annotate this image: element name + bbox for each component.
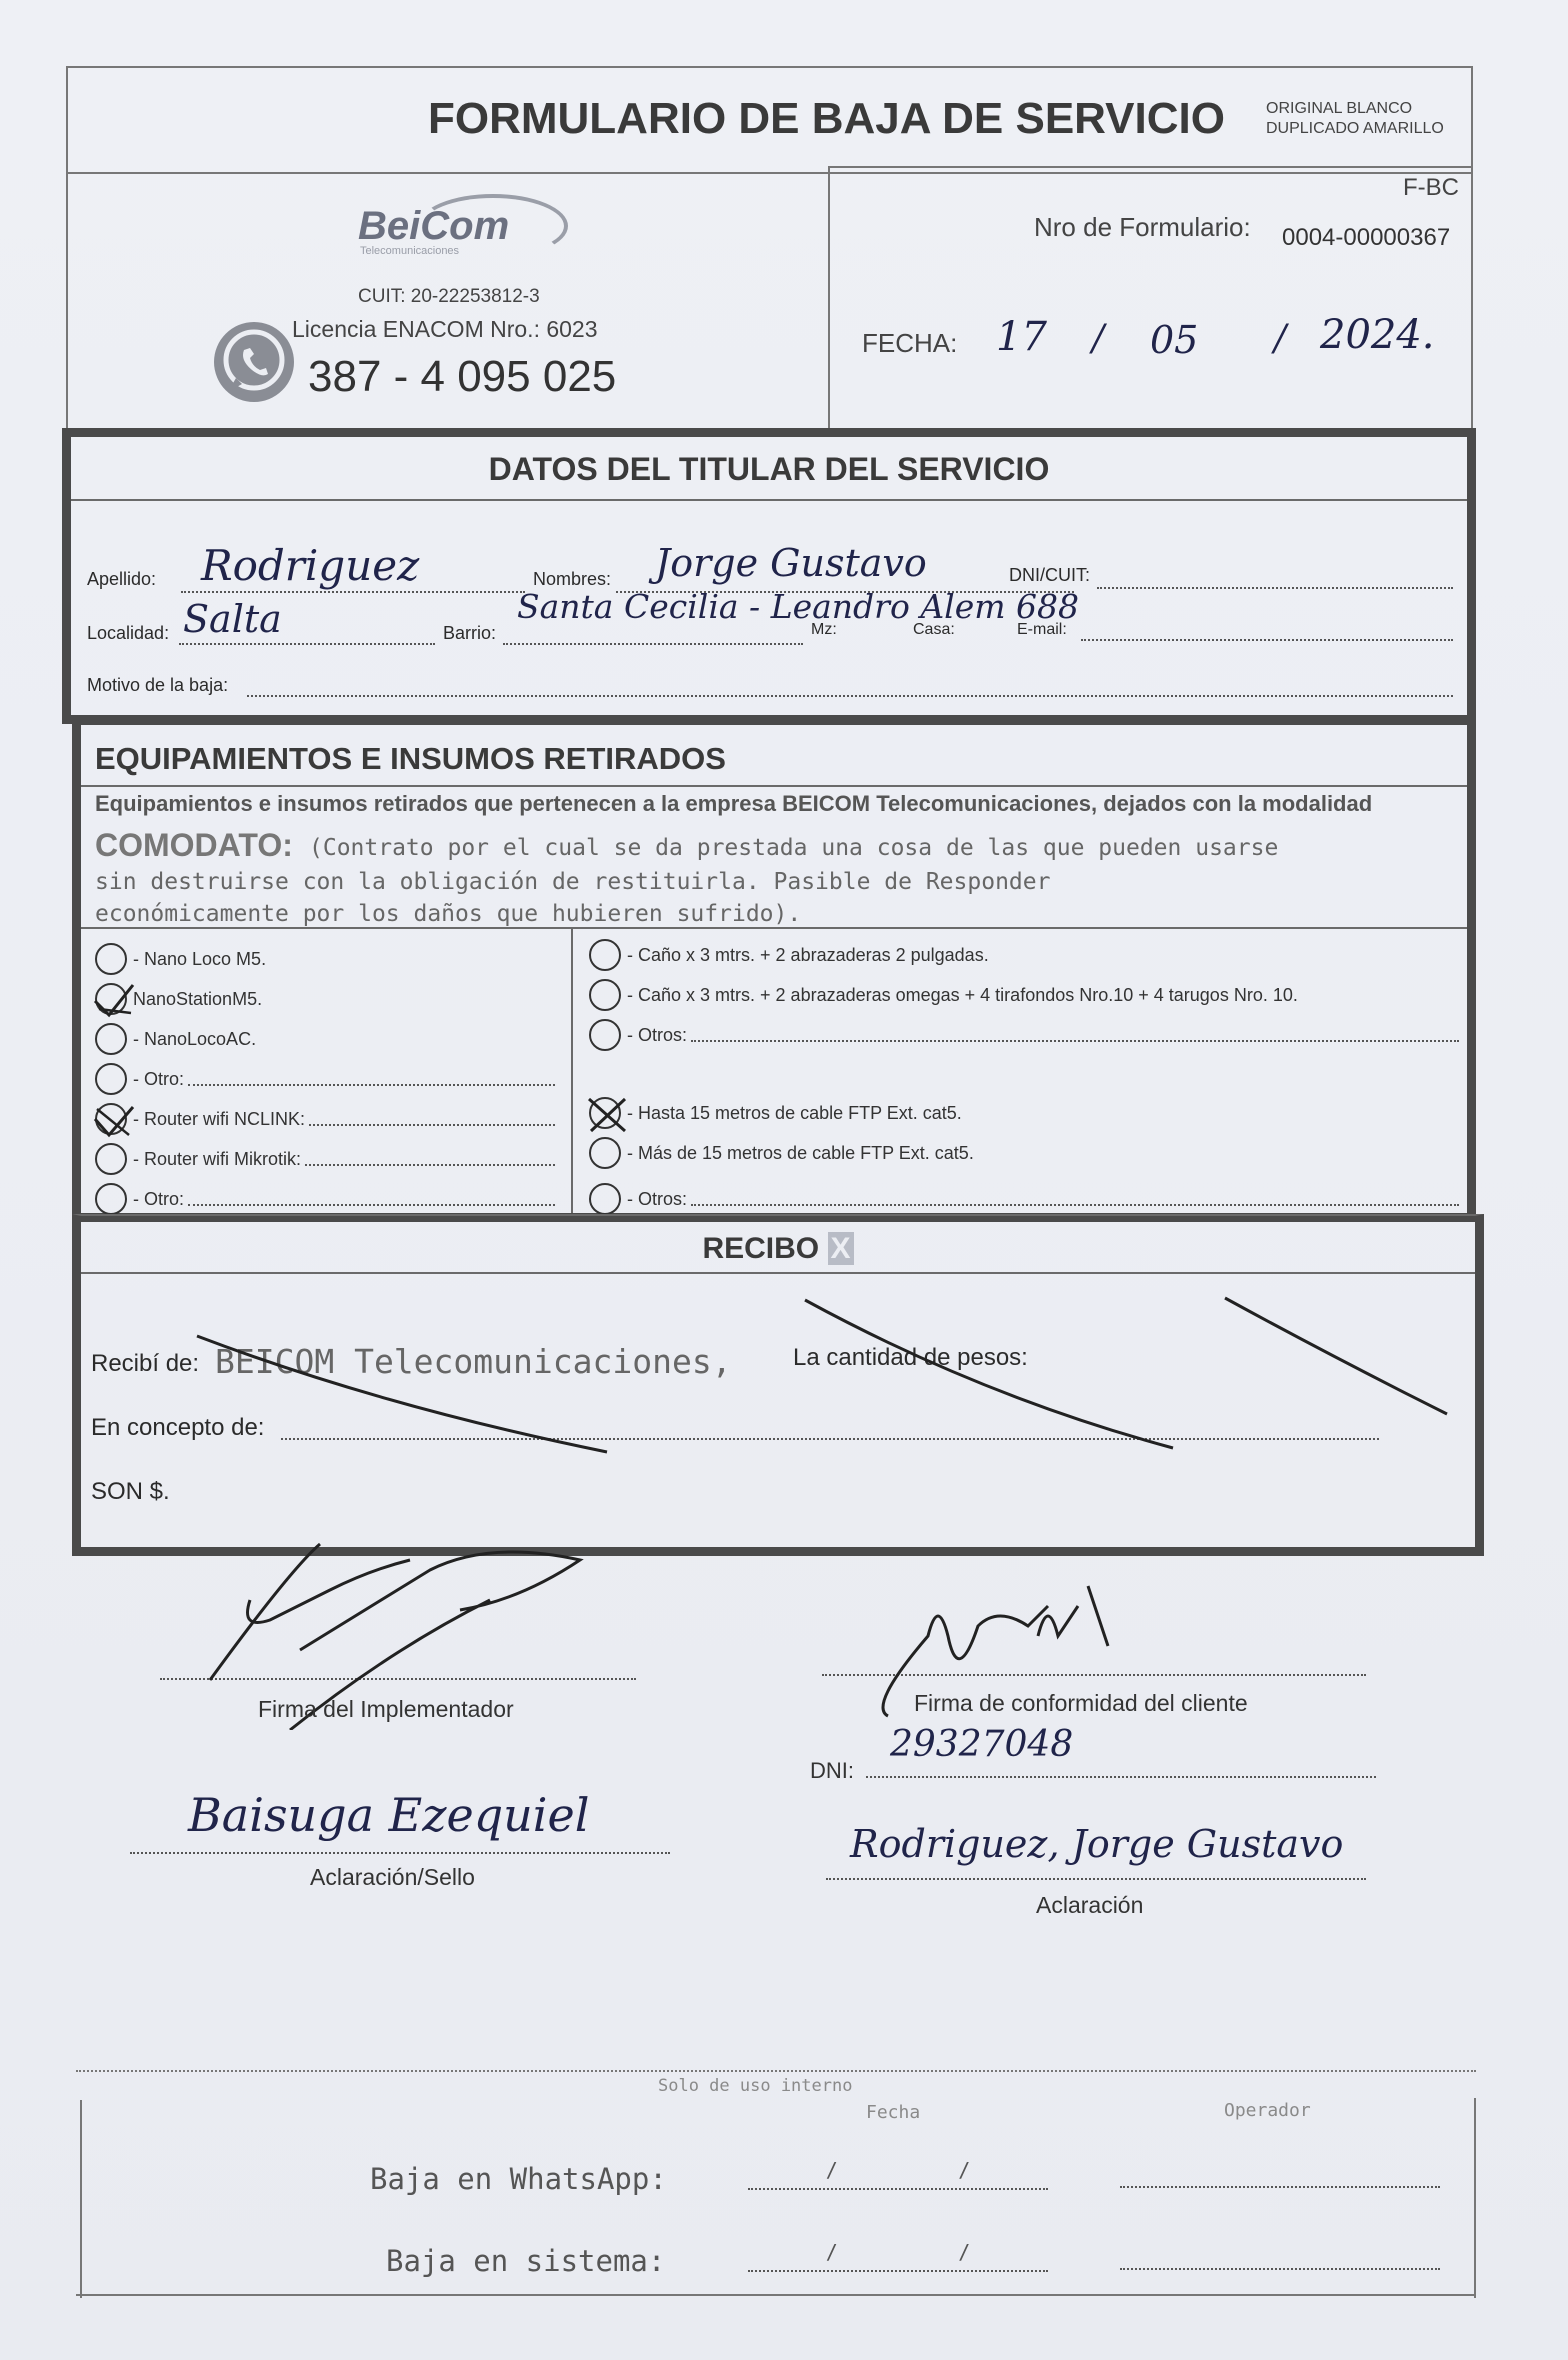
apellido-value: Rodriguez [201, 541, 420, 590]
copy-note-duplicado: DUPLICADO AMARILLO [1266, 120, 1444, 137]
checkbox-circle[interactable] [95, 1023, 127, 1055]
copy-note-original: ORIGINAL BLANCO [1266, 100, 1413, 117]
otros-1-field[interactable] [691, 1028, 1459, 1042]
dni-field[interactable] [866, 1764, 1376, 1778]
date-label: FECHA: [862, 328, 958, 358]
interno-left-border [80, 2100, 82, 2298]
form-info-box [828, 166, 1473, 434]
checkbox-circle[interactable] [95, 1143, 127, 1175]
date-month[interactable]: 05 [1150, 318, 1199, 362]
right-item-otros-1[interactable]: - Otros: [589, 1019, 1459, 1051]
items-divider [571, 927, 573, 1213]
left-item-nano-loco-m5[interactable]: - Nano Loco M5. [95, 943, 555, 975]
right-item-cable-mas-15[interactable]: - Más de 15 metros de cable FTP Ext. cat5. [589, 1137, 1459, 1169]
localidad-label: Localidad: [87, 623, 170, 643]
dni-cuit-field[interactable] [1097, 573, 1453, 589]
aclaracion-value: Rodriguez, Jorge Gustavo [850, 1822, 1344, 1866]
whatsapp-icon [214, 322, 294, 402]
date-sep-2: / [1274, 318, 1287, 359]
date-sep-1: / [1092, 318, 1105, 359]
form-number: 0004-00000367 [1282, 224, 1451, 251]
checkbox-circle[interactable] [95, 943, 127, 975]
interno-operador-col: Operador [1224, 2100, 1311, 2121]
comodato-text-3: económicamente por los daños que hubieren sufrido). [95, 901, 802, 927]
comodato-word: COMODATO: [95, 827, 293, 863]
form-title: FORMULARIO DE BAJA DE SERVICIO [428, 94, 1225, 143]
baja-sistema-operador[interactable] [1120, 2254, 1440, 2270]
baja-whatsapp-label: Baja en WhatsApp: [370, 2162, 667, 2196]
right-item-cable-hasta-15[interactable]: - Hasta 15 metros de cable FTP Ext. cat5. [589, 1097, 1459, 1129]
equipamiento-intro: Equipamientos e insumos retirados que pertenecen a la empresa BEICOM Telecomunicaciones, dejados con la modalidad [95, 791, 1373, 816]
logo-swoosh [418, 194, 568, 258]
equipamiento-section [72, 716, 1476, 1222]
right-item-otros-2[interactable]: - Otros: [589, 1183, 1459, 1215]
left-item-nanoloco-ac[interactable]: - NanoLocoAC. [95, 1023, 555, 1055]
comodato-text-1: (Contrato por el cual se da prestada una cosa de las que pueden usarse [309, 835, 1279, 861]
check-mark-icon [91, 981, 135, 1021]
right-item-cano-omegas[interactable]: - Caño x 3 mtrs. + 2 abrazaderas omegas + 4 tirafondos Nro.10 + 4 tarugos Nro. 10. [589, 979, 1459, 1011]
aclaracion-sello-label: Aclaración/Sello [310, 1864, 475, 1890]
implementador-label: Firma del Implementador [258, 1696, 514, 1722]
concepto-label: En concepto de: [91, 1414, 265, 1441]
form-code: F-BC [1403, 174, 1459, 201]
recibo-section [72, 1214, 1484, 1556]
recibo-title-mark: X [828, 1232, 854, 1265]
right-item-cano-abrazaderas[interactable]: - Caño x 3 mtrs. + 2 abrazaderas 2 pulgadas. [589, 939, 1459, 971]
barrio-field[interactable] [503, 629, 803, 645]
beicom-logo [358, 204, 578, 274]
baja-sistema-label: Baja en sistema: [386, 2244, 666, 2278]
recibo-cancel-strokes [81, 1256, 1481, 1556]
checkbox-circle[interactable] [589, 939, 621, 971]
interno-fecha-col: Fecha [866, 2102, 921, 2123]
interno-title: Solo de uso interno [658, 2076, 853, 2096]
header-box [66, 66, 1473, 174]
baja-whatsapp-fecha[interactable]: / / [748, 2158, 1048, 2190]
email-label: E-mail: [1017, 621, 1067, 638]
apellido-label: Apellido: [87, 569, 157, 589]
otro-1-field[interactable] [188, 1072, 555, 1086]
left-item-router-mikrotik[interactable]: - Router wifi Mikrotik: [95, 1143, 555, 1175]
motivo-label: Motivo de la baja: [87, 675, 229, 695]
checkbox-circle[interactable] [95, 1183, 127, 1215]
cross-mark-icon [585, 1095, 629, 1135]
dni-value: 29327048 [890, 1724, 1074, 1765]
mz-label: Mz: [811, 621, 837, 638]
barrio-label: Barrio: [443, 623, 497, 643]
aclaracion-line[interactable] [826, 1864, 1366, 1880]
barrio-value: Santa Cecilia - Leandro Alem 688 [517, 587, 1079, 626]
baja-whatsapp-operador[interactable] [1120, 2172, 1440, 2188]
son-label: SON $. [91, 1478, 170, 1505]
date-day[interactable]: 17 [996, 314, 1047, 360]
cantidad-label: La cantidad de pesos: [793, 1344, 1028, 1371]
aclaracion-label: Aclaración [1036, 1892, 1144, 1918]
comodato-text-2: sin destruirse con la obligación de restituirla. Pasible de Responder [95, 869, 1051, 895]
company-phone: 387 - 4 095 025 [308, 352, 617, 401]
recibi-label: Recibí de: [91, 1350, 200, 1377]
company-box [66, 172, 830, 434]
nombres-value: Jorge Gustavo [655, 541, 927, 585]
titular-section [62, 428, 1476, 724]
nombres-label: Nombres: [533, 569, 612, 589]
form-number-label: Nro de Formulario: [1034, 212, 1251, 242]
router-nclink-field[interactable] [309, 1112, 555, 1126]
recibo-title-text: RECIBO [702, 1232, 820, 1265]
checkbox-circle[interactable] [589, 1019, 621, 1051]
left-item-otro-1[interactable]: - Otro: [95, 1063, 555, 1095]
motivo-field[interactable] [247, 681, 1453, 697]
dni-label: DNI: [810, 1758, 854, 1783]
left-item-nanostation-m5[interactable]: NanoStationM5. [95, 983, 555, 1015]
conformidad-label: Firma de conformidad del cliente [914, 1690, 1248, 1716]
company-cuit: CUIT: 20-22253812-3 [358, 286, 540, 307]
checkbox-circle[interactable] [589, 979, 621, 1011]
company-license: Licencia ENACOM Nro.: 6023 [292, 316, 598, 342]
localidad-value: Salta [183, 597, 282, 641]
otros-2-field[interactable] [691, 1192, 1459, 1206]
recibi-value[interactable]: BEICOM Telecomunicaciones, [215, 1342, 732, 1381]
equipamiento-title-line [81, 785, 1467, 787]
date-year[interactable]: 2024. [1320, 312, 1435, 358]
left-item-router-nclink[interactable]: - Router wifi NCLINK: [95, 1103, 555, 1135]
checkbox-circle[interactable] [95, 983, 127, 1015]
baja-sistema-fecha[interactable]: / / [748, 2240, 1048, 2272]
checkbox-circle[interactable] [589, 1097, 621, 1129]
casa-label: Casa: [913, 621, 955, 638]
check-mark-icon [91, 1101, 135, 1141]
checkbox-circle[interactable] [95, 1063, 127, 1095]
checkbox-circle[interactable] [589, 1183, 621, 1215]
checkbox-circle[interactable] [589, 1137, 621, 1169]
email-field[interactable] [1081, 627, 1453, 641]
logo-text: BeiCom [358, 204, 510, 248]
checkbox-circle[interactable] [95, 1103, 127, 1135]
router-mikrotik-field[interactable] [305, 1152, 555, 1166]
interno-section [76, 2070, 1476, 2296]
equipamiento-title: EQUIPAMIENTOS E INSUMOS RETIRADOS [95, 741, 726, 776]
titular-title: DATOS DEL TITULAR DEL SERVICIO [488, 451, 1050, 487]
interno-right-border [1474, 2098, 1476, 2298]
left-item-otro-2[interactable]: - Otro: [95, 1183, 555, 1215]
otro-2-field[interactable] [188, 1192, 555, 1206]
aclaracion-sello-value: Baisuga Ezequiel [188, 1788, 590, 1842]
logo-subtitle: Telecomunicaciones [360, 245, 460, 257]
dni-cuit-label: DNI/CUIT: [1009, 565, 1090, 585]
items-top-line [81, 927, 1467, 929]
